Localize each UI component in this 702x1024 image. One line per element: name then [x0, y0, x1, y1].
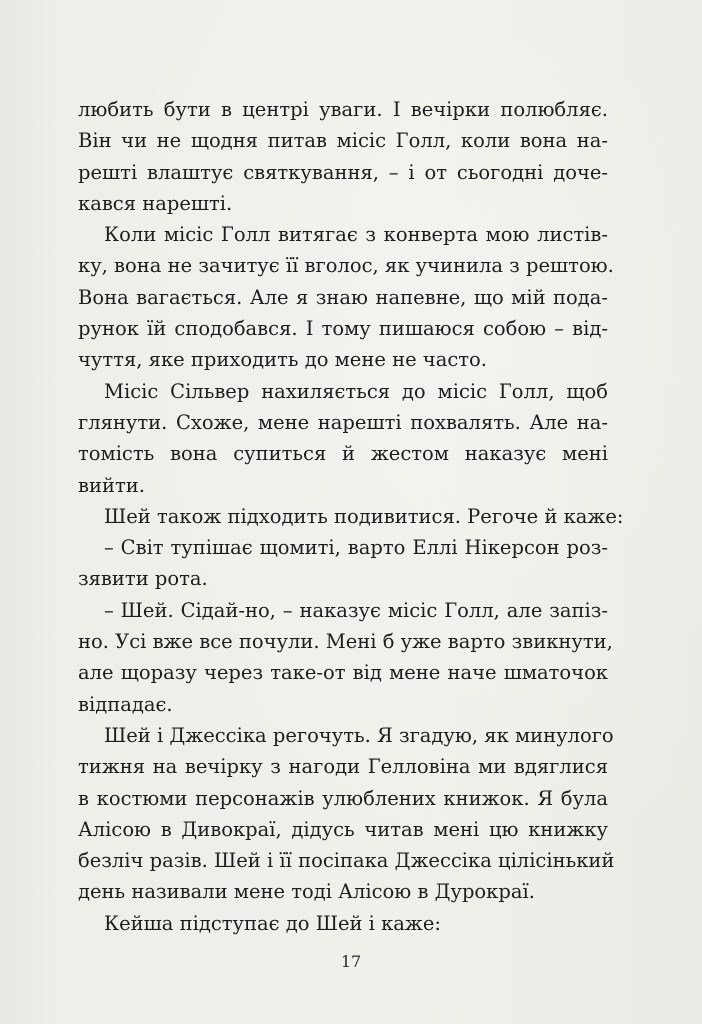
text-line: чуття, яке приходить до мене не часто. — [78, 348, 487, 372]
text-line: но. Усі вже все почули. Мені б уже варто звикнути, — [78, 630, 613, 654]
text-line: Кейша підступає до Шей і каже: — [104, 911, 441, 935]
body-text — [78, 94, 624, 939]
text-line: Шей також підходить подивитися. Регоче й каже: — [104, 504, 624, 528]
text-line: – Світ тупішає щомиті, варто Еллі Нікерсон роз- — [104, 536, 608, 560]
text-line: ку, вона не зачитує її вголос, як учинила з рештою. — [78, 254, 614, 278]
text-line: глянути. Схоже, мене нарешті похвалять. Але на- — [78, 410, 608, 434]
text-line: решті влаштує святкування, – і от сьогодні доче- — [78, 160, 608, 184]
text-line: але щоразу через таке-от від мене наче шматочок — [78, 661, 608, 685]
text-line: зявити рота. — [78, 567, 208, 591]
text-line: Коли місіс Голл витягає з конверта мою листів- — [104, 223, 608, 247]
text-line: Він чи не щодня питав місіс Голл, коли вона на- — [78, 129, 608, 153]
text-line: вийти. — [78, 473, 145, 497]
text-line: Шей і Джессіка регочуть. Я згадую, як минулого — [104, 723, 614, 747]
text-line: в костюми персонажів улюблених книжок. Я була — [78, 786, 608, 810]
text-line: Алісою в Дивокраї, дідусь читав мені цю книжку — [78, 817, 608, 841]
text-line: Вона вагається. Але я знаю напевне, що мій пода- — [78, 285, 608, 309]
text-line: безліч разів. Шей і її посіпака Джессіка цілісінький — [78, 849, 615, 873]
text-line: тижня на вечірку з нагоди Гелловіна ми вдяглися — [78, 755, 608, 779]
text-line: кався нарешті. — [78, 191, 233, 215]
text-line: рунок їй сподобався. І тому пишаюся собою – від- — [78, 317, 608, 341]
text-line: – Шей. Сідай-но, – наказує місіс Голл, але запіз- — [104, 598, 608, 622]
text-line: день називали мене тоді Алісою в Дурокраї. — [78, 880, 535, 904]
page-number: 17 — [340, 952, 362, 971]
text-line: томість вона супиться й жестом наказує мені — [78, 442, 608, 466]
text-line: Місіс Сільвер нахиляється до місіс Голл, щоб — [104, 379, 608, 403]
text-line: любить бути в центрі уваги. І вечірки полюбляє. — [78, 98, 608, 121]
text-line: відпадає. — [78, 692, 173, 716]
